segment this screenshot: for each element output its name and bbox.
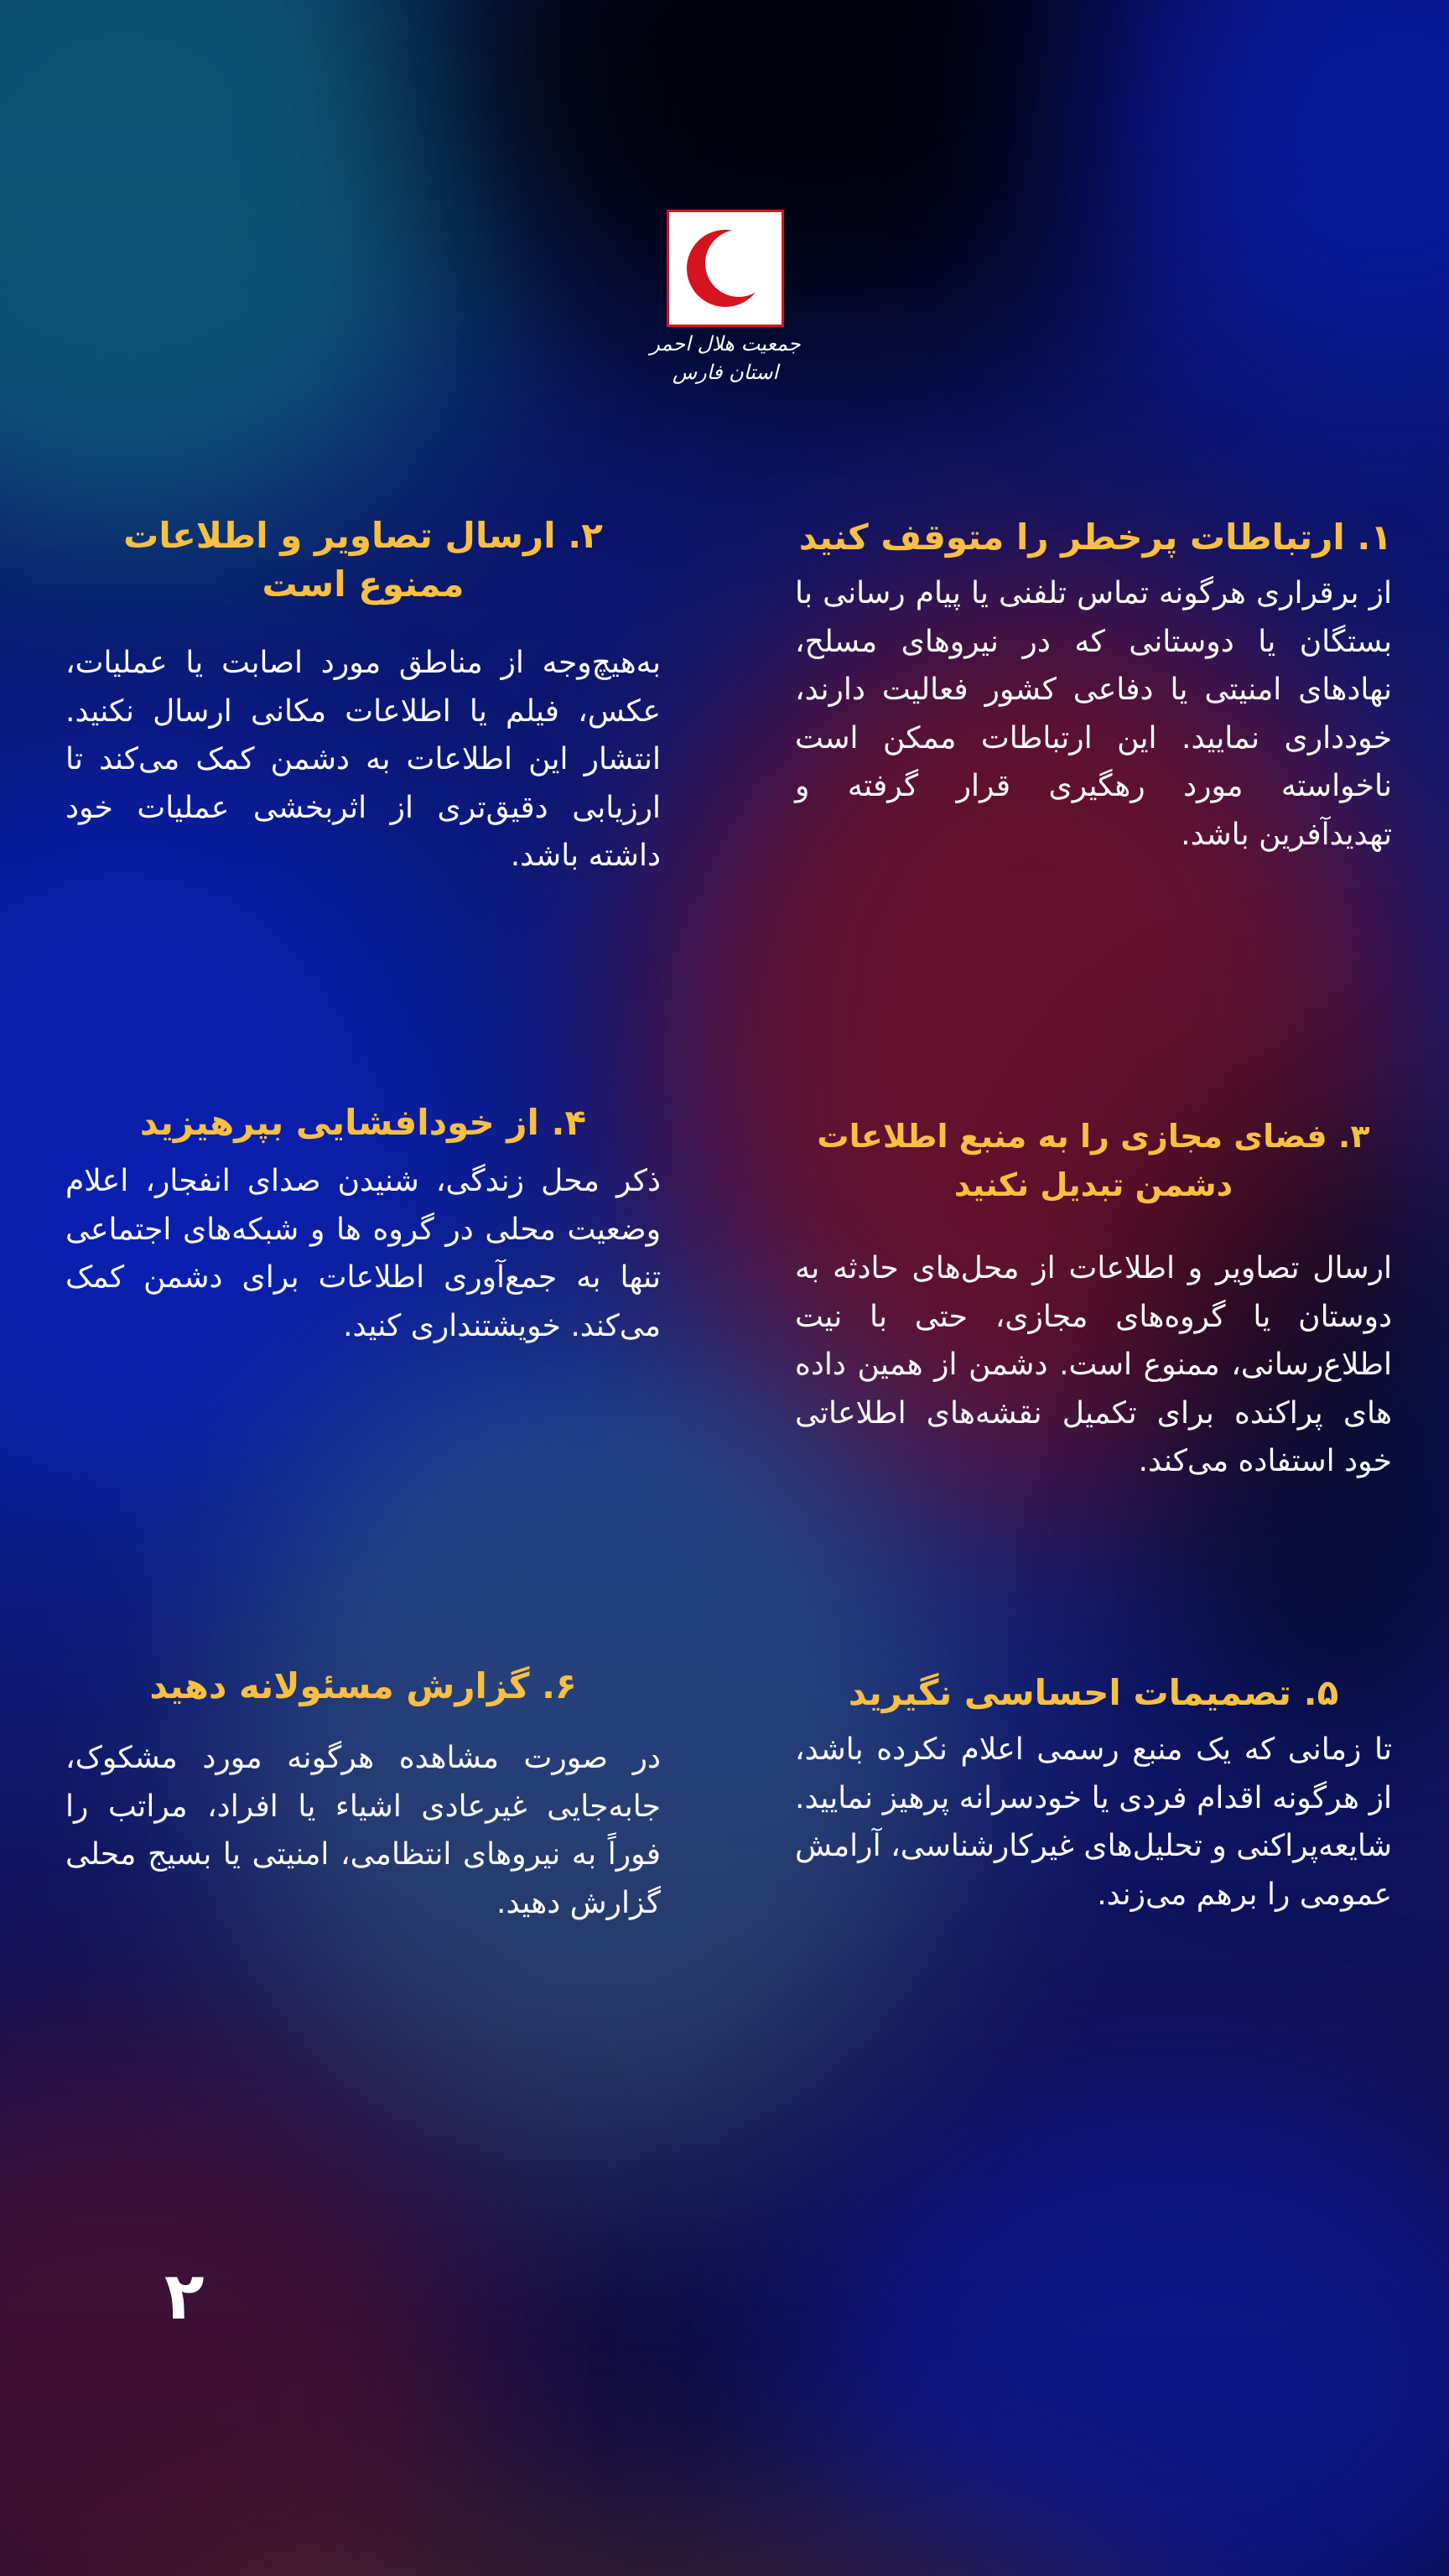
section-5 bbox=[795, 1669, 1392, 1919]
section-6-body: در صورت مشاهده هرگونه مورد مشکوک، جابه‌جایی غیرعادی اشیاء یا افراد، مراتب را فوراً به نیروهای انتظامی، امنیتی یا بسیج محلی گزارش دهید. bbox=[65, 1741, 661, 1920]
section-1-title: ۱. ارتباطات پرخطر را متوقف کنید bbox=[798, 517, 1392, 558]
section-6-title: ۶. گزارش مسئولانه دهید bbox=[149, 1665, 577, 1706]
logo-caption-line2: استان فارس bbox=[672, 361, 779, 384]
section-4-title: ۴. از خودافشایی بپرهیزید bbox=[139, 1102, 587, 1143]
section-2 bbox=[65, 512, 661, 880]
red-crescent-icon bbox=[667, 210, 784, 327]
section-1-body: از برقراری هرگونه تماس تلفنی یا پیام رسانی با بستگان یا دوستانی که در نیروهای مسلح، نهادهای امنیتی یا دفاعی کشور فعالیت دارند، خودداری نمایید. این ارتباطات ممکن است ناخواسته مورد رهگیری قرار گرفته و تهدیدآفرین باشد. bbox=[795, 576, 1392, 852]
section-5-body: تا زمانی که یک منبع رسمی اعلام نکرده باشد، از هرگونه اقدام فردی یا خودسرانه پرهیز نمایید. شایعه‌پراکنی و تحلیل‌های غیرکارشناسی، آرامش عمومی را برهم می‌زند. bbox=[795, 1732, 1392, 1912]
section-4-body: ذکر محل زندگی، شنیدن صدای انفجار، اعلام وضعیت محلی در گروه ها و شبکه‌های اجتماعی تنها به جمع‌آوری اطلاعات برای دشمن کمک می‌کند. خویشتنداری کنید. bbox=[65, 1164, 661, 1343]
section-5-title: ۵. تصمیمات احساسی نگیرید bbox=[848, 1672, 1339, 1713]
page-number: ۲ bbox=[164, 2259, 205, 2334]
section-1 bbox=[795, 513, 1392, 859]
section-6 bbox=[65, 1662, 661, 1927]
section-3-title: ۳. فضای مجازی را به منبع اطلاعات دشمن تبدیل نکنید bbox=[817, 1118, 1370, 1203]
section-2-body: به‌هیچ‌وجه از مناطق مورد اصابت یا عملیات، عکس، فیلم یا اطلاعات مکانی ارسال نکنید. انتشار این اطلاعات به دشمن کمک می‌کند تا ارزیابی دقیق‌تری از اثربخشی عملیات خود داشته باشد. bbox=[65, 646, 661, 873]
section-4 bbox=[65, 1098, 661, 1350]
logo-caption-line1: جمعیت هلال احمر bbox=[650, 332, 801, 356]
section-3-body: ارسال تصاویر و اطلاعات از محل‌های حادثه به دوستان یا گروه‌های مجازی، حتی با نیت اطلاع‌رسانی، ممنوع است. دشمن از همین داده های پراکنده برای تکمیل نقشه‌های اطلاعاتی خود استفاده می‌کند. bbox=[795, 1251, 1392, 1478]
section-2-title: ۲. ارسال تصاویر و اطلاعات ممنوع است bbox=[123, 515, 603, 605]
logo-caption bbox=[621, 330, 830, 387]
section-3 bbox=[795, 1112, 1392, 1486]
